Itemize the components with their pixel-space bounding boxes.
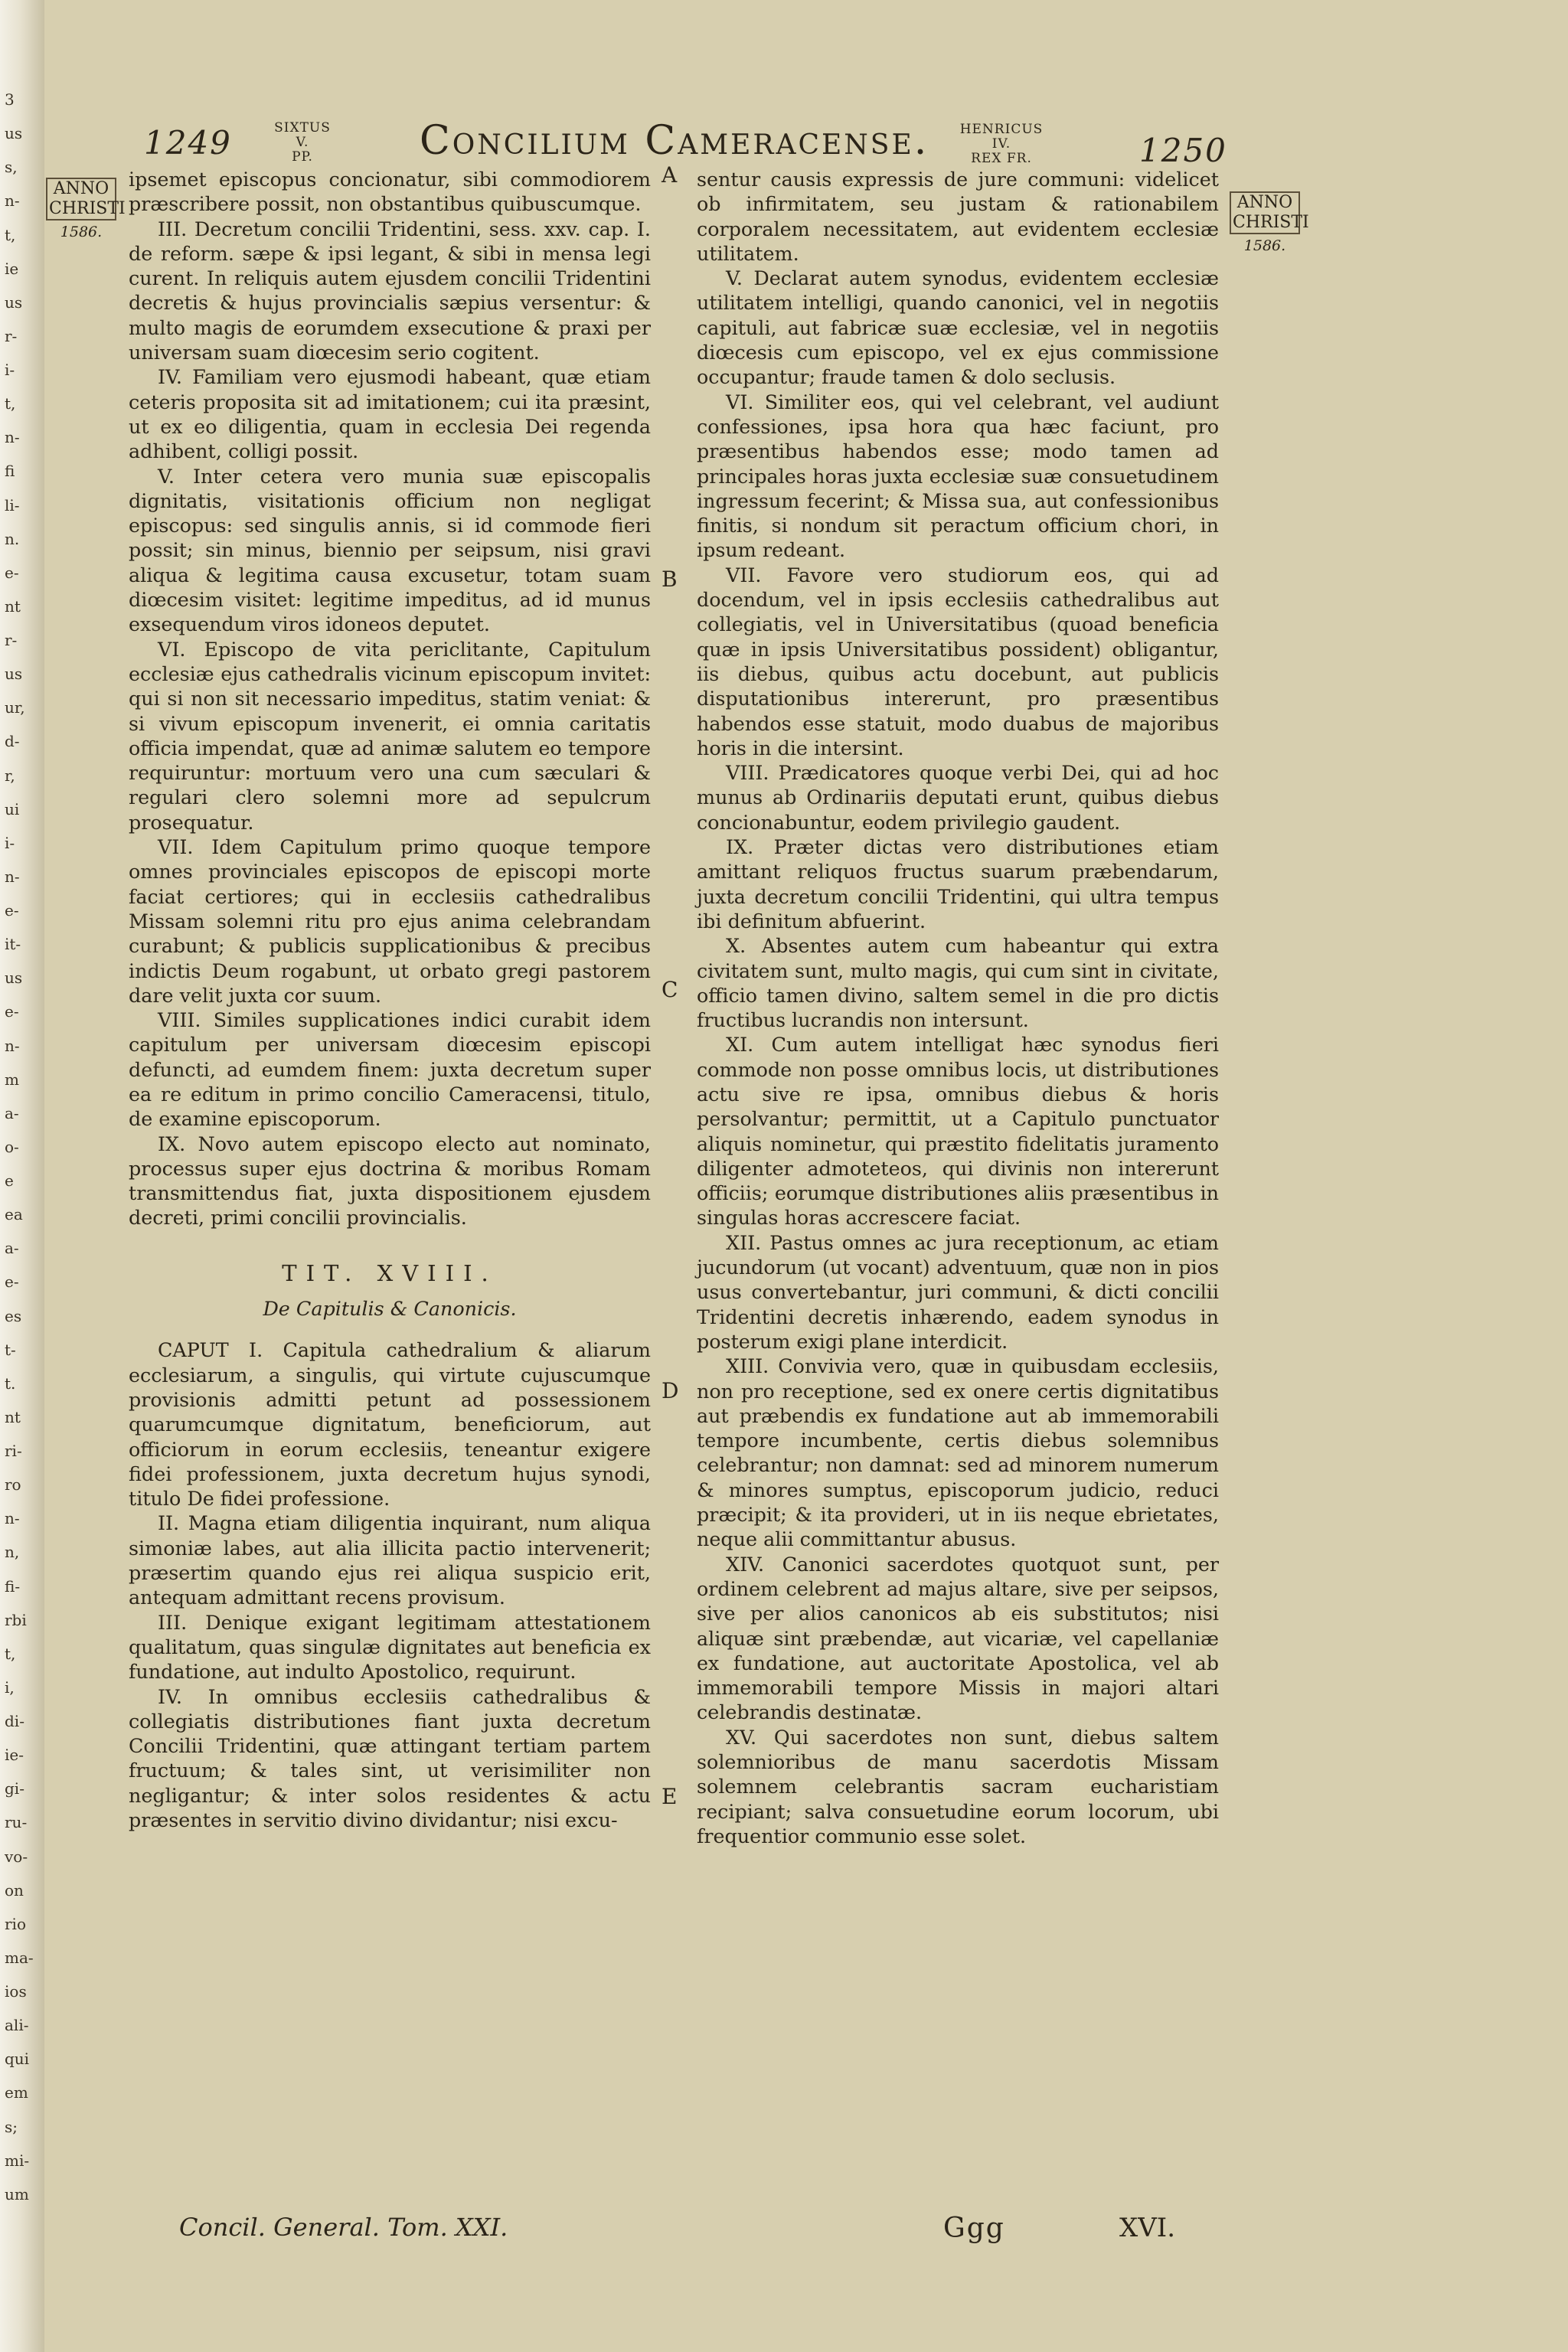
paragraph: V. Inter cetera vero munia suæ episcopalis dignitatis, visitationis officium non negligat episcopus: sed singulis annis, si id commode fieri possit; sin minus, biennio per seipsum, nisi gravi aliqua & legitima causa excusetur, totam suam diœcesim visitet: legitime impeditus, ad id munus exsequendum viros idoneos deputet. [129,464,651,636]
facing-page-fragment: ea [5,1205,23,1223]
running-head-pope-line1: SIXTUS V. [274,120,331,150]
paragraph: XV. Qui sacerdotes non sunt, diebus saltem solemnioribus de manu sacerdotis Missam solemnem celebrantis sacram eucharistiam recipiant; salva consuetudine eorum locorum, ubi frequentior communio esse solet. [697,1725,1219,1847]
facing-page-fragment: r- [5,327,18,345]
facing-page-fragment: n, [5,1543,20,1561]
running-head-king-line2: REX FR. [971,151,1032,166]
text-column-left [129,167,651,2142]
paragraph: ipsemet episcopus concionatur, sibi commodiorem præscribere possit, non obstantibus quibuscumque. [129,168,651,216]
facing-page-fragment: m [5,1070,19,1089]
facing-page-fragment: us [5,293,23,312]
facing-page-fragment: r, [5,766,15,785]
paragraph: V. Declarat autem synodus, evidentem ecclesiæ utilitatem intelligi, quando canonici, vel in negotiis capituli, aut fabricæ suæ ecclesiæ, vel in negotiis diœcesis cum episcopo, vel ex ejus commissione occupantur; fraude tamen & dolo seclusis. [697,266,1219,389]
facing-page-fragment: ru- [5,1813,28,1831]
paragraph: CAPUT I. Capitula cathedralium & aliarum ecclesiarum, a singulis, qui virtute cujuscumque provisionis admitti petunt ad possessionem quarumcumque dignitatum, beneficiorum, aut officiorum in eorum ecclesiis, teneantur exigere fidei professionem, juxta decretum hujus synodi, titulo De fidei professione. [129,1338,651,1511]
facing-page-fragment: fi [5,462,15,480]
paragraph: VIII. Prædicatores quoque verbi Dei, qui ad hoc munus ab Ordinariis deputati erunt, quibus diebus concionabuntur, eodem privilegio gaudent. [697,761,1219,834]
margin-note-year: 1586. [60,224,103,240]
facing-page-fragment: gi- [5,1779,24,1798]
facing-page-fragment: ri- [5,1442,22,1460]
facing-page-fragment: di- [5,1712,24,1730]
footer-collection-title: Concil. General. Tom. XXI. [179,2213,508,2242]
facing-page-fragment: us [5,969,23,987]
facing-page-fragment: us [5,665,23,683]
facing-page-fragment: i, [5,1678,15,1697]
margin-note-anno-label [46,178,126,220]
margin-note-anno-label [1230,191,1309,234]
facing-page-fragment: es [5,1307,22,1325]
facing-page-fragment: fi- [5,1577,21,1596]
paragraph: IX. Præter dictas vero distributiones etiam amittant reliquos fructus suarum præbendarum, juxta decretum concilii Tridentini, qui ultra tempus ibi definitum abfuerint. [697,835,1219,933]
paragraph: III. Denique exigant legitimam attestationem qualitatum, quas singulæ dignitates aut beneficia ex fundatione, aut indulto Apostolico, requirunt. [129,1610,651,1684]
footer-signature-mark: Ggg [943,2213,1005,2244]
paragraph: IV. Familiam vero ejusmodi habeant, quæ etiam ceteris proposita sit ad imitationem; cui ita præsint, ut ex eo diligentia, quam in ecclesia Dei regenda adhibent, colligi possit. [129,365,651,463]
margin-note-year-left [46,178,126,242]
facing-page-fragment: us [5,124,23,142]
facing-page-fragment: t, [5,394,16,413]
paragraph: VIII. Similes supplicationes indici curabit idem capitulum per universam diœcesim episcopi defuncti, ad eumdem finem: juxta decretum super ea re editum in primo concilio Cameracensi, titulo, de examine episcoporum. [129,1008,651,1131]
paragraph: VI. Episcopo de vita periclitante, Capitulum ecclesiæ ejus cathedralis vicinum episcopum invitet: qui si non sit necessario impeditus, statim veniat: & si vivum episcopum invenerit, ei omnia caritatis officia impendat, quæ ad animæ salutem eo tempore requiruntur: mortuum vero una cum sæculari & regulari clero solemni more ad sepulcrum prosequatur. [129,637,651,834]
page-title: Concilium Cameracense. [420,118,929,164]
facing-page-fragment: ie [5,260,19,278]
facing-page-fragment: it- [5,935,21,953]
facing-page-fragment: n- [5,1037,20,1055]
page-header [44,113,1568,175]
running-head-king [956,122,1047,166]
margin-letter-a: A [662,162,678,188]
paragraph: X. Absentes autem cum habeantur qui extra civitatem sunt, multo magis, qui cum sint in civitate, officio tamen divino, saltem semel in die pro dictis fructibus lucrandis non intersunt. [697,934,1219,1032]
facing-page-fragment: e- [5,1002,19,1021]
paragraph: XI. Cum autem intelligat hæc synodus fieri commode non posse omnibus locis, ut distributiones actu sive re ipsa, omnibus diebus & horis persolvantur; permittit, ut a Capitulo punctuator aliquis nominetur, qui præstito fidelitatis juramento diligenter admoteteos, qui divinis non intererunt officiis; eorumque distributiones aliis præsentibus in singulas horas accrescere faciat. [697,1033,1219,1230]
paragraph: VII. Idem Capitulum primo quoque tempore omnes provinciales episcopos de episcopi morte faciat certiores; qui in ecclesiis cathedralibus Missam solemni ritu pro ejus anima celebrandam curabunt; & publicis supplicationibus & precibus indictis Deum rogabunt, ut orbato gregi pastorem dare velit juxta cor suum. [129,835,651,1007]
facing-page-fragment: d- [5,732,20,750]
facing-page-fragment: e [5,1171,14,1190]
margin-note-christi: CHRISTI [1233,213,1309,232]
margin-note-anno: ANNO [1236,193,1293,212]
facing-page-fragment: ui [5,800,20,818]
facing-page-fragment: li- [5,496,20,514]
facing-page-fragment: o- [5,1138,19,1156]
facing-page-fragment: qui [5,2050,30,2068]
facing-page-fragment: nt [5,1408,21,1426]
facing-page-fragment: n- [5,1509,20,1527]
page-footer [44,2213,1568,2259]
facing-page-fragment: a- [5,1104,19,1122]
facing-page-fragment: vo- [5,1847,28,1866]
paragraph: IX. Novo autem episcopo electo aut nominato, processus super ejus doctrina & moribus Romam transmittendus fiat, juxta dispositionem ejusdem decreti, primi concilii provincialis. [129,1132,651,1230]
page-number-right: 1250 [1139,132,1227,169]
facing-page-fragment: t, [5,1645,16,1663]
paragraph: XII. Pastus omnes ac jura receptionum, ac etiam jucundorum (ut vocant) adventuum, quæ non in pios usus convertebantur, juri communi, & dicti concilii Tridentini decretis inhærendo, eadem synodus in posterum exigi plane interdicit. [697,1230,1219,1353]
paragraph: III. Decretum concilii Tridentini, sess. xxv. cap. I. de reform. sæpe & ipsi legant, & sibi in mensa legi curent. In reliquis autem ejusdem concilii Tridentini decretis & hujus provincialis sæpius versentur: & multo magis de eorumdem exsecutione & praxi per universam suam diœcesim serio cogitent. [129,217,651,364]
facing-page-fragment: 3 [5,90,15,109]
section-title: TIT. XVIII. [282,1259,498,1286]
paragraph: IV. In omnibus ecclesiis cathedralibus & collegiatis distributiones fiant juxta decretum Concilii Tridentini, quæ attingant tertiam partem fructuum; & tales sint, ut verisimiliter non negligantur; & inter solos residentes & actu præsentes in servitio divino dividantur; nisi excu- [129,1684,651,1831]
facing-page-fragment: t. [5,1374,16,1393]
facing-page-fragment: ma- [5,1949,34,1967]
facing-page-fragment: e- [5,901,19,920]
facing-page-fragment: on [5,1881,24,1900]
margin-note-year-right [1230,191,1309,256]
facing-page-fragment: t- [5,1341,16,1359]
paragraph: VI. Similiter eos, qui vel celebrant, vel audiunt confessiones, ipsa hora qua hæc faciunt, pro præsentibus habendos esse; modo tamen ad principales horas juxta ecclesiæ suæ consuetudinem ingressum fecerint; & Missa sua, aut confessionibus finitis, si nondum sit peractum officium chori, in ipsum redeant. [697,390,1219,562]
paragraph: sentur causis expressis de jure communi: videlicet ob infirmitatem, seu justam & rationabilem corporalem necessitatem, aut evidentem ecclesiæ utilitatem. [697,168,1219,265]
facing-page-fragment: mi- [5,2151,30,2170]
margin-letter-d: D [662,1378,679,1403]
text-column-right [697,167,1219,2142]
facing-page-fragment: a- [5,1239,19,1257]
facing-page-fragment: em [5,2083,28,2102]
paragraph: XIV. Canonici sacerdotes quotquot sunt, per ordinem celebrent ad majus altare, sive per seipsos, sive per alios canonicos ab eis substitutos; nisi aliquæ sint præbendæ, aut vicariæ, vel capellaniæ ex fundatione, aut auctoritate Apostolica, vel ab immemorabili tempore Missis in majori altari celebrandis destinatæ. [697,1552,1219,1724]
facing-page-fragment: ie- [5,1746,24,1764]
margin-letter-c: C [662,977,678,1002]
facing-page-fragment: i- [5,361,15,379]
facing-page-fragment: i- [5,834,15,852]
facing-page-fragment: e- [5,1272,19,1291]
facing-page-fragment: nt [5,597,21,616]
margin-note-year: 1586. [1243,237,1286,254]
paragraph: XIII. Convivia vero, quæ in quibusdam ecclesiis, non pro receptione, sed ex onere certis dignitatibus aut præbendis ex fundatione aut ab immemorabili tempore incumbente, certis diebus solemnibus celebrantur; non damnat: sed ad minorem numerum & minores sumptus, episcoporum judicio, reduci præcipit; & ita provideri, ut in iis neque ebrietates, neque alii committantur abusus. [697,1354,1219,1551]
page-number-left: 1249 [144,124,232,162]
facing-page-fragment: rbi [5,1611,27,1629]
facing-page-fragment: ali- [5,2016,29,2034]
facing-page-edge [0,0,46,2352]
margin-letter-e: E [662,1784,678,1809]
running-head-pope-line2: PP. [292,149,313,165]
facing-page-fragment: n- [5,867,20,886]
facing-page-fragment: e- [5,564,19,582]
paragraph: VII. Favore vero studiorum eos, qui ad docendum, vel in ipsis ecclesiis cathedralibus aut collegiatis, vel in Universitatibus (quoad beneficia quæ in ipsis Universitatibus possident) obligantur, iis diebus, quibus actu docebunt, aut publicis disputationibus intererunt, pro præsentibus habendos esse statuit, modo duabus de majoribus horis in die intersint. [697,563,1219,760]
facing-page-fragment: r- [5,631,18,649]
facing-page-fragment: ur, [5,698,25,717]
book-page [44,0,1568,2352]
facing-page-fragment: ro [5,1475,21,1494]
facing-page-fragment: s; [5,2118,18,2136]
facing-page-fragment: n. [5,530,20,548]
running-head-king-line1: HENRICUS IV. [959,122,1044,152]
facing-page-fragment: um [5,2185,29,2203]
facing-page-fragment: n- [5,428,20,446]
margin-note-anno: ANNO [53,179,109,198]
running-head-pope [268,121,337,165]
footer-volume-mark: XVI. [1119,2213,1175,2243]
facing-page-fragment: ios [5,1982,27,2001]
margin-note-christi: CHRISTI [49,199,126,218]
facing-page-fragment: rio [5,1915,26,1933]
section-subtitle: De Capitulis & Canonicis. [263,1297,517,1321]
facing-page-fragment: s, [5,158,18,176]
margin-letter-b: B [662,567,678,592]
facing-page-fragment: n- [5,191,20,210]
paragraph: II. Magna etiam diligentia inquirant, num aliqua simoniæ labes, aut alia illicita pactio intervenerit; præsertim quando ejus rei aliqua suspicio erit, antequam admittant recens provisum. [129,1511,651,1609]
facing-page-fragment: t, [5,226,16,244]
